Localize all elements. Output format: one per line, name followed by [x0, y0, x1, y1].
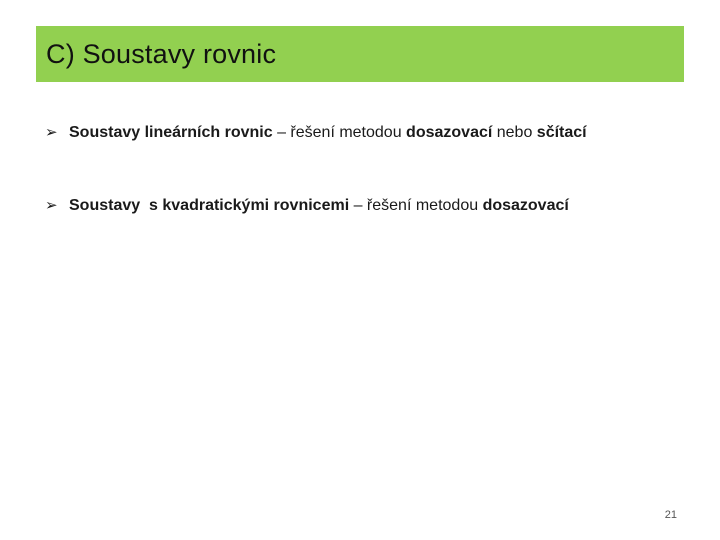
- arrow-bullet-icon: ➢: [45, 124, 58, 141]
- bullet-connector: nebo: [492, 124, 537, 141]
- bullet-method: sčítací: [536, 124, 587, 141]
- bullet-text: [69, 123, 587, 143]
- bullet-term: Soustavy lineárních rovnic: [69, 124, 273, 141]
- bullet-item-quadratic: [45, 196, 569, 216]
- bullet-item-linear: [45, 123, 587, 143]
- bullet-connector: – řešení metodou: [349, 197, 483, 214]
- bullet-term: Soustavy s kvadratickými rovnicemi: [69, 197, 350, 214]
- bullet-text: [69, 196, 569, 216]
- bullet-connector: – řešení metodou: [272, 124, 407, 141]
- arrow-bullet-icon: ➢: [45, 197, 58, 214]
- title-bar: [36, 26, 684, 82]
- page-number: 21: [664, 509, 677, 521]
- slide-title: C) Soustavy rovnic: [46, 38, 277, 69]
- bullet-method: dosazovací: [406, 124, 493, 141]
- bullet-method: dosazovací: [482, 197, 569, 214]
